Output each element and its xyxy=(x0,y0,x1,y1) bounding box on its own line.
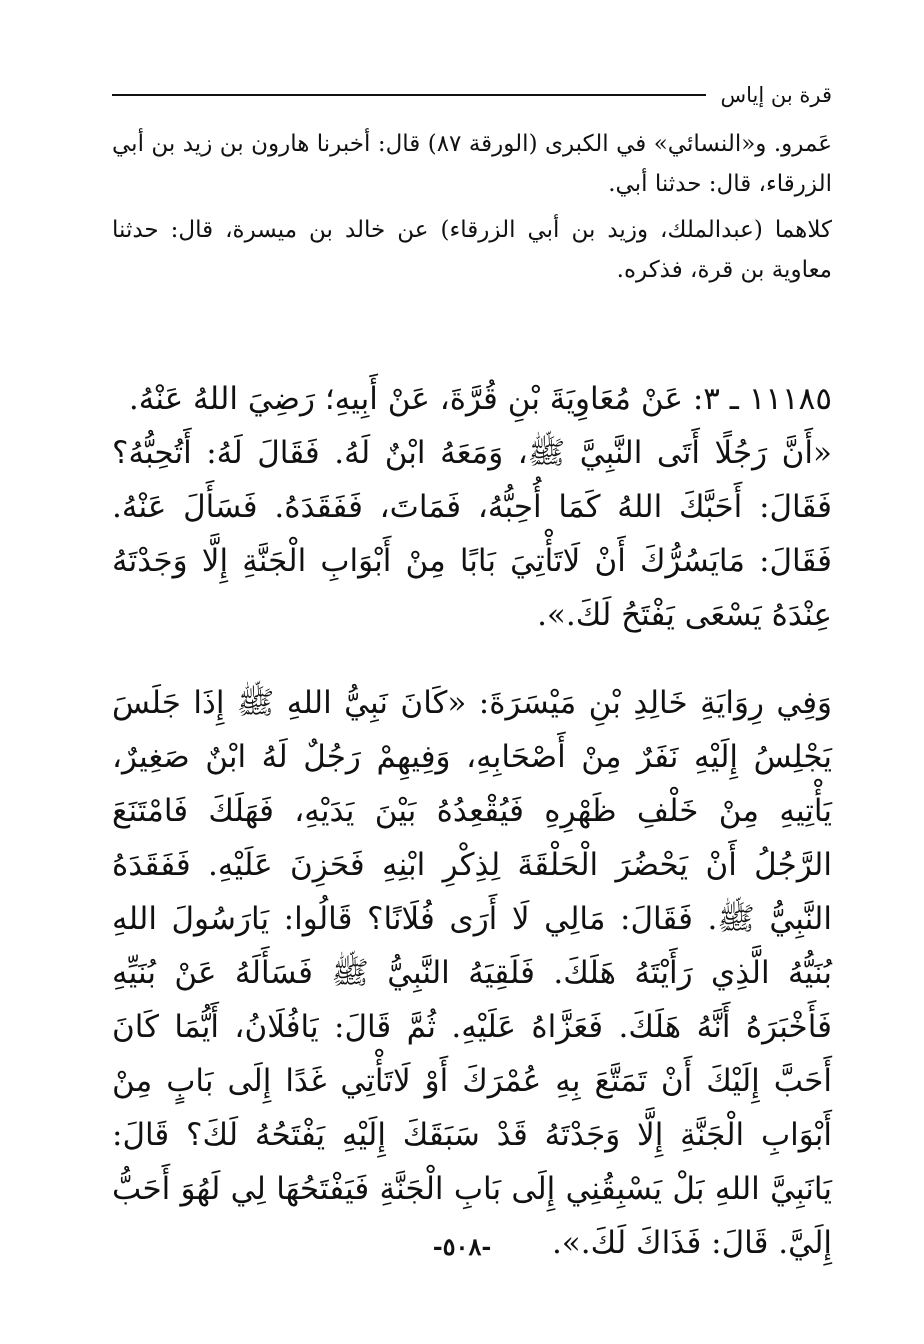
paragraph-gap xyxy=(112,642,832,676)
header-title: قرة بن إياس xyxy=(720,83,832,107)
running-header xyxy=(112,78,832,112)
hadith-variant: وَفِي رِوَايَةِ خَالِدِ بْنِ مَيْسَرَةَ: «كَانَ نَبِيُّ اللهِ ﷺ إِذَا جَلَسَ يَجْلِسُ إِلَيْهِ نَفَرٌ مِنْ أَصْحَابِهِ، وَفِيهِمْ رَجُلٌ لَهُ ابْنٌ صَغِيرٌ، يَأْتِيهِ مِنْ خَلْفِ ظَهْرِهِ فَيُقْعِدُهُ بَيْنَ يَدَيْهِ، فَهَلَكَ فَامْتَنَعَ الرَّجُلُ أَنْ يَحْضُرَ الْحَلْقَةَ لِذِكْرِ ابْنِهِ فَحَزِنَ عَلَيْهِ. فَفَقَدَهُ النَّبِيُّ ﷺ. فَقَالَ: مَالِي لَا أَرَى فُلَانًا؟ قَالُوا: يَارَسُولَ اللهِ بُنَيُّهُ الَّذِي رَأَيْتَهُ هَلَكَ. فَلَقِيَهُ النَّبِيُّ ﷺ فَسَأَلَهُ عَنْ بُنَيِّهِ فَأَخْبَرَهُ أَنَّهُ هَلَكَ. فَعَزَّاهُ عَلَيْهِ. ثُمَّ قَالَ: يَافُلَانُ، أَيُّمَا كَانَ أَحَبَّ إِلَيْكَ أَنْ تَمَتَّعَ بِهِ عُمْرَكَ أَوْ لَاتَأْتِي غَدًا إِلَى بَابٍ مِنْ أَبْوَابِ الْجَنَّةِ إِلَّا وَجَدْتَهُ قَدْ سَبَقَكَ إِلَيْهِ يَفْتَحُهُ لَكَ؟ قَالَ: يَانَبِيَّ اللهِ بَلْ يَسْبِقُنِي إِلَى بَابِ الْجَنَّةِ فَيَفْتَحُهَا لِي لَهُوَ أَحَبُّ إِلَيَّ. قَالَ: فَذَاكَ لَكَ.». xyxy=(112,685,832,1261)
source-line: عَمرو. و«النسائي» في الكبرى (الورقة ٨٧) قال: أخبرنا هارون بن زيد بن أبي الزرقاء، قال: حدثنا أبي. xyxy=(112,131,832,197)
header-rule xyxy=(112,94,706,96)
hadith-block xyxy=(112,372,832,1270)
hadith-text: «أَنَّ رَجُلًا أَتَى النَّبِيَّ ﷺ، وَمَعَهُ ابْنٌ لَهُ. فَقَالَ لَهُ: أَتُحِبُّهُ؟ فَقَالَ: أَحَبَّكَ اللهُ كَمَا أُحِبُّهُ، فَمَاتَ، فَفَقَدَهُ. فَسَأَلَ عَنْهُ. فَقَالَ: مَايَسُرُّكَ أَنْ لَاتَأْتِيَ بَابًا مِنْ أَبْوَابِ الْجَنَّةِ إِلَّا وَجَدْتَهُ عِنْدَهُ يَسْعَى يَفْتَحُ لَكَ.». xyxy=(112,435,832,633)
source-line: كلاهما (عبدالملك، وزيد بن أبي الزرقاء) عن خالد بن ميسرة، قال: حدثنا معاوية بن قرة، فذكره. xyxy=(112,217,832,283)
sources-block xyxy=(112,124,832,296)
hadith-heading: ١١١٨٥ ـ ٣: عَنْ مُعَاوِيَةَ بْنِ قُرَّةَ، عَنْ أَبِيهِ؛ رَضِيَ اللهُ عَنْهُ. xyxy=(128,381,832,417)
page-number: -٥٠٨- xyxy=(432,1232,492,1261)
